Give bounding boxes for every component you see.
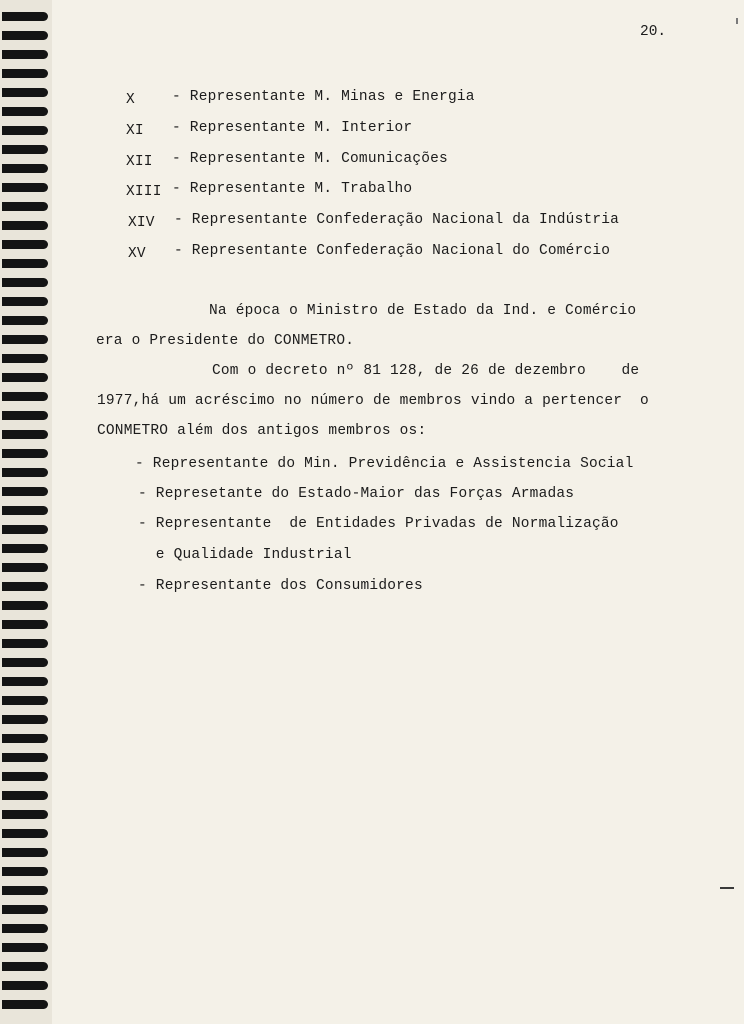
spiral-coil <box>2 297 48 306</box>
spiral-coil <box>2 145 48 154</box>
spiral-coil <box>2 373 48 382</box>
member-numeral: XIV <box>128 215 155 231</box>
spiral-coil <box>2 943 48 952</box>
spiral-coil <box>2 259 48 268</box>
member-numeral: XV <box>128 246 146 262</box>
spiral-coil <box>2 335 48 344</box>
edge-mark <box>720 887 734 889</box>
member-numeral: X <box>126 92 135 108</box>
spiral-coil <box>2 810 48 819</box>
spiral-coil <box>2 924 48 933</box>
spiral-coil <box>2 221 48 230</box>
spiral-coil <box>2 772 48 781</box>
binding-spine <box>0 0 52 1024</box>
new-member-item: - Represetante do Estado-Maior das Forças Armadas <box>138 486 575 502</box>
member-text: - Representante M. Interior <box>172 120 413 136</box>
edge-mark <box>736 18 738 24</box>
member-numeral: XIII <box>126 184 162 200</box>
spiral-coil <box>2 468 48 477</box>
spiral-coil <box>2 392 48 401</box>
spiral-coil <box>2 50 48 59</box>
spiral-coil <box>2 487 48 496</box>
paragraph-line: Com o decreto nº 81 128, de 26 de dezembro de <box>212 363 640 379</box>
member-text: - Representante M. Comunicações <box>172 151 448 167</box>
spiral-coil <box>2 525 48 534</box>
paragraph-line: 1977,há um acréscimo no número de membros vindo a pertencer o <box>97 393 649 409</box>
spiral-coil <box>2 88 48 97</box>
member-numeral: XII <box>126 154 153 170</box>
spiral-coil <box>2 164 48 173</box>
member-numeral: XI <box>126 123 144 139</box>
spiral-coil <box>2 658 48 667</box>
spiral-coil <box>2 506 48 515</box>
spiral-coil <box>2 430 48 439</box>
spiral-coil <box>2 316 48 325</box>
spiral-coil <box>2 278 48 287</box>
spiral-coil <box>2 31 48 40</box>
spiral-coil <box>2 411 48 420</box>
spiral-coil <box>2 753 48 762</box>
spiral-coil <box>2 1000 48 1009</box>
new-member-item: e Qualidade Industrial <box>138 547 352 563</box>
new-member-item: - Representante de Entidades Privadas de Normalização <box>138 516 619 532</box>
spiral-coil <box>2 202 48 211</box>
member-text: - Representante M. Minas e Energia <box>172 89 475 105</box>
spiral-coil <box>2 601 48 610</box>
new-member-item: - Representante do Min. Previdência e Assistencia Social <box>135 456 634 472</box>
spiral-coil <box>2 981 48 990</box>
spiral-coil <box>2 848 48 857</box>
spiral-coil <box>2 240 48 249</box>
spiral-coil <box>2 69 48 78</box>
spiral-coil <box>2 563 48 572</box>
member-text: - Representante Confederação Nacional da Indústria <box>174 212 620 228</box>
spiral-coil <box>2 715 48 724</box>
spiral-coil <box>2 183 48 192</box>
member-text: - Representante M. Trabalho <box>172 181 413 197</box>
paragraph-line: era o Presidente do CONMETRO. <box>96 333 355 349</box>
spiral-coil <box>2 354 48 363</box>
spiral-coil <box>2 449 48 458</box>
spiral-coil <box>2 544 48 553</box>
spiral-coil <box>2 734 48 743</box>
spiral-coil <box>2 107 48 116</box>
spiral-coil <box>2 905 48 914</box>
paragraph-line: Na época o Ministro de Estado da Ind. e Comércio <box>209 303 637 319</box>
spiral-coil <box>2 867 48 876</box>
spiral-coil <box>2 696 48 705</box>
spiral-coil <box>2 886 48 895</box>
new-member-item: - Representante dos Consumidores <box>138 578 423 594</box>
spiral-coil <box>2 126 48 135</box>
spiral-coil <box>2 582 48 591</box>
page-number: 20. <box>640 24 667 40</box>
spiral-coil <box>2 620 48 629</box>
spiral-coil <box>2 639 48 648</box>
spiral-coil <box>2 12 48 21</box>
spiral-coil <box>2 962 48 971</box>
spiral-coil <box>2 829 48 838</box>
spiral-coil <box>2 791 48 800</box>
paragraph-line: CONMETRO além dos antigos membros os: <box>97 423 427 439</box>
spiral-coil <box>2 677 48 686</box>
member-text: - Representante Confederação Nacional do Comércio <box>174 243 611 259</box>
